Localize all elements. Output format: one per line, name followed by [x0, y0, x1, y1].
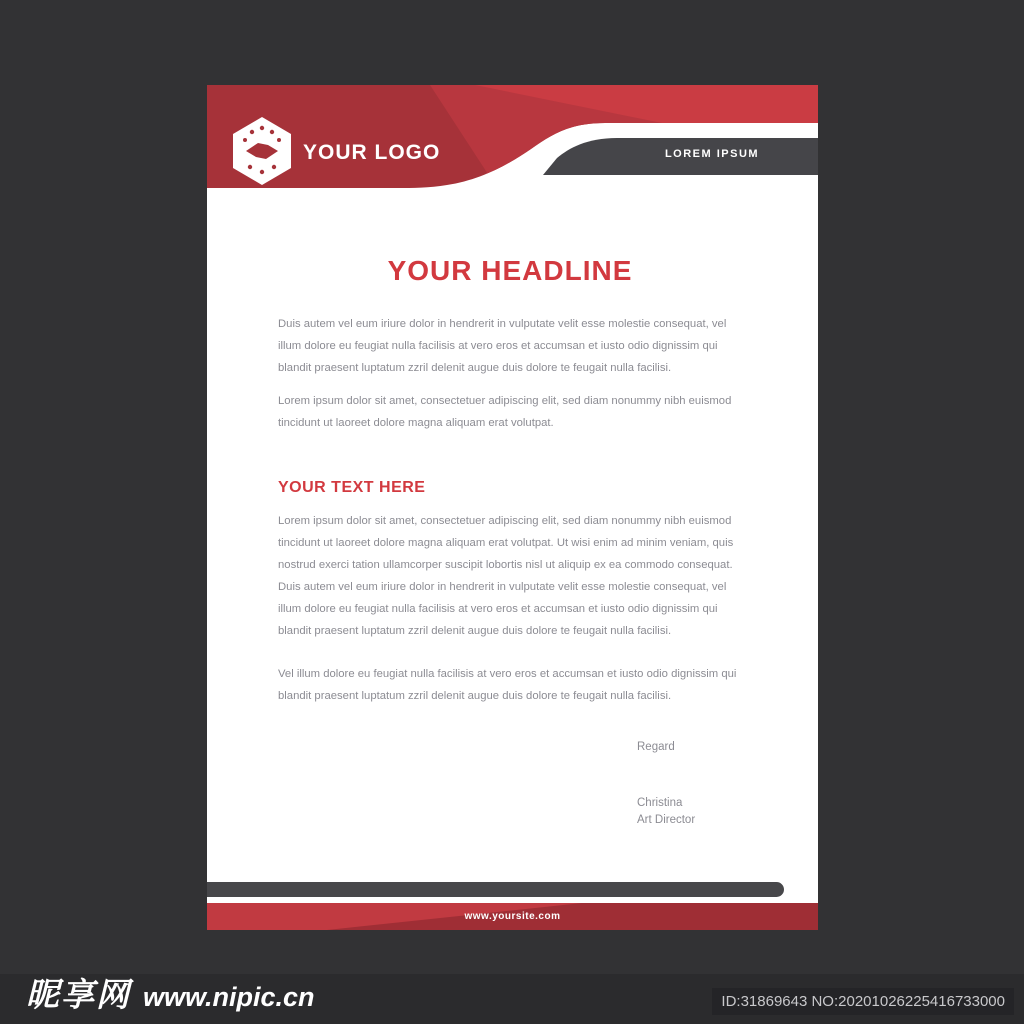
section-title: YOUR TEXT HERE: [278, 479, 426, 496]
watermark-site: [26, 969, 315, 1016]
header-band-label: LOREM IPSUM: [664, 148, 760, 160]
footer-website: www.yoursite.com: [464, 911, 561, 922]
header-ribbon-graphic: [207, 85, 818, 190]
watermark-site-url: www.nipic.cn: [143, 982, 315, 1012]
closing-text: Regard: [637, 741, 675, 753]
signature-role: Art Director: [637, 814, 696, 826]
watermark-bar: [0, 974, 1024, 1024]
headline: YOUR HEADLINE: [387, 255, 633, 286]
footer-gray-bar: [207, 882, 784, 897]
hexagon-logo-icon: [233, 117, 291, 185]
watermark-image-id: ID:31869643 NO:20201026225416733000: [712, 988, 1014, 1015]
intro-paragraph: Lorem ipsum dolor sit amet, consectetuer adipiscing elit, sed diam nonummy nibh euismod tincidunt ut laoreet dolore magna aliquam erat volutpat.: [278, 395, 732, 429]
signature-name: Christina: [637, 797, 683, 809]
letterhead-page: [207, 85, 818, 930]
logo-text: YOUR LOGO: [303, 141, 441, 164]
section-paragraph: Vel illum dolore eu feugiat nulla facilisis at vero eros et accumsan et iusto odio dignissim qui blandit praesent luptatum zzril delenit augue duis dolore te feugait nulla facilisi.: [278, 668, 737, 702]
watermark-site-name: 昵享网: [26, 976, 131, 1013]
section-paragraph: Lorem ipsum dolor sit amet, consectetuer adipiscing elit, sed diam nonummy nibh euismod tincidunt ut laoreet dolore magna aliquam erat volutpat. Ut wisi enim ad minim veniam, quis nostrud exerci tation ullamcorper suscipit lobortis nisl ut aliquip ex ea commodo consequat. Duis autem vel eum iriure dolor in hendrerit in vulputate velit esse molestie consequat, vel illum dolore eu feugiat nulla facilisis at vero eros et accumsan et iusto odio dignissim qui blandit praesent luptatum zzril delenit augue duis dolore te feugait nulla facilisi.: [278, 515, 734, 637]
intro-paragraph: Duis autem vel eum iriure dolor in hendrerit in vulputate velit esse molestie consequat, vel illum dolore eu feugiat nulla facilisis at vero eros et accumsan et iusto odio dignissim qui blandit praesent luptatum zzril delenit augue duis dolore te feugait nulla facilisi.: [278, 318, 727, 374]
